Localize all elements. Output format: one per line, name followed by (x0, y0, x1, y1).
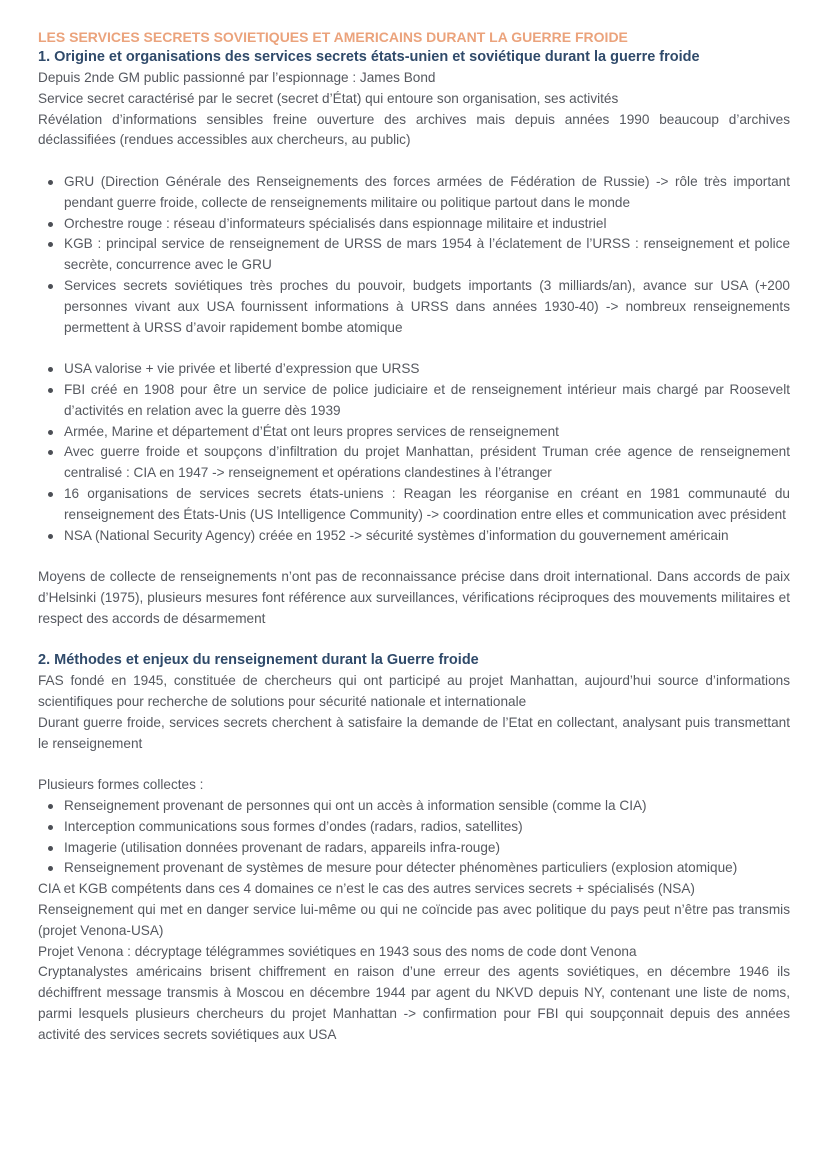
list-item: 16 organisations de services secrets états-uniens : Reagan les réorganise en créant en 1981 communauté du renseignement des États-Unis (US Intelligence Community) -> coordination entre elles et communication avec président (38, 484, 790, 526)
list-item: Avec guerre froide et soupçons d’infiltration du projet Manhattan, président Truman crée agence de renseignement centralisé : CIA en 1947 -> renseignement et opérations clandestines à l’étranger (38, 442, 790, 484)
section-2-paragraph: Projet Venona : décryptage télégrammes soviétiques en 1943 sous des noms de code dont Venona (38, 943, 637, 959)
soviet-services-list (38, 172, 790, 338)
list-item: Imagerie (utilisation données provenant de radars, appareils infra-rouge) (38, 838, 790, 859)
list-item: USA valorise + vie privée et liberté d’expression que URSS (38, 359, 790, 380)
spacer (38, 338, 790, 359)
list-item: Interception communications sous formes d’ondes (radars, radios, satellites) (38, 817, 790, 838)
list-item: GRU (Direction Générale des Renseignements des forces armées de Fédération de Russie) -> rôle très important pendant guerre froide, collecte de renseignements militaire ou politique partout dans le monde (38, 172, 790, 214)
list-item: Armée, Marine et département d’État ont leurs propres services de renseignement (38, 422, 790, 443)
list-item: KGB : principal service de renseignement de URSS de mars 1954 à l’éclatement de l’URSS : renseignement et police secrète, concurrence avec le GRU (38, 234, 790, 276)
section-1-paragraph: Depuis 2nde GM public passionné par l’espionnage : James Bond (38, 70, 436, 85)
list-item: NSA (National Security Agency) créée en 1952 -> sécurité systèmes d’information du gouvernement américain (38, 526, 790, 547)
list-item: Renseignement provenant de systèmes de mesure pour détecter phénomènes particuliers (explosion atomique) (38, 858, 790, 879)
section-2-paragraph: Cryptanalystes américains brisent chiffrement en raison d’une erreur des agents soviétiques, en décembre 1946 ils déchiffrent message transmis à Moscou en décembre 1944 par agent du NKVD depuis NY, contenant une liste de noms, parmi lesquels plusieurs chercheurs du projet Manhattan -> confirmation pour FBI qui soupçonnait depuis des années activité des services secrets soviétiques aux USA (38, 964, 790, 1042)
section-2-heading: 2. Méthodes et enjeux du renseignement durant la Guerre froide (38, 652, 479, 669)
list-item: Services secrets soviétiques très proches du pouvoir, budgets importants (3 milliards/an), avance sur USA (+200 personnes vivant aux USA fournissent informations à URSS dans années 1930-40) -> nombreux renseignements permettent à URSS d’avoir rapidement bombe atomique (38, 276, 790, 338)
section-1-heading: 1. Origine et organisations des services secrets états-unien et soviétique durant la guerre froide (38, 49, 700, 65)
section-1-paragraph: Service secret caractérisé par le secret (secret d’État) qui entoure son organisation, ses activités (38, 90, 619, 106)
section-1-closing-paragraph: Moyens de collecte de renseignements n’ont pas de reconnaissance précise dans droit international. Dans accords de paix d’Helsinki (1975), plusieurs mesures font référence aux surveillances, vérifications réciproques des mouvements militaires et respect des accords de désarmement (38, 569, 790, 626)
list-item: Renseignement provenant de personnes qui ont un accès à information sensible (comme la CIA) (38, 796, 790, 817)
spacer (38, 630, 790, 651)
usa-services-list (38, 359, 790, 546)
section-2-paragraph: CIA et KGB compétents dans ces 4 domaines ce n’est le cas des autres services secrets + spécialisés (NSA) (38, 881, 695, 897)
section-2-paragraph: FAS fondé en 1945, constituée de chercheurs qui ont participé au projet Manhattan, aujourd’hui source d’informations scientifiques pour recherche de solutions pour sécurité nationale et internationale (38, 673, 790, 710)
document-title: LES SERVICES SECRETS SOVIETIQUES ET AMERICAINS DURANT LA GUERRE FROIDE (38, 29, 628, 45)
list-item: FBI créé en 1908 pour être un service de police judiciaire et de renseignement intérieur mais chargé par Roosevelt d’activités en relation avec la guerre dès 1939 (38, 380, 790, 422)
collection-forms-list (38, 796, 790, 879)
section-1-paragraph: Révélation d’informations sensibles freine ouverture des archives mais depuis années 1990 beaucoup d’archives déclassifiées (rendues accessibles aux chercheurs, au public) (38, 111, 790, 148)
spacer (38, 151, 790, 172)
section-2-paragraph: Renseignement qui met en danger service lui-même ou qui ne coïncide pas avec politique du pays peut n’être pas transmis (projet Venona-USA) (38, 902, 790, 938)
section-2-paragraph: Durant guerre froide, services secrets cherchent à satisfaire la demande de l’Etat en collectant, analysant puis transmettant le renseignement (38, 714, 790, 751)
list-item: Orchestre rouge : réseau d’informateurs spécialisés dans espionnage militaire et industriel (38, 214, 790, 235)
forms-label: Plusieurs formes collectes : (38, 777, 204, 793)
spacer (38, 755, 790, 776)
spacer (38, 546, 790, 567)
